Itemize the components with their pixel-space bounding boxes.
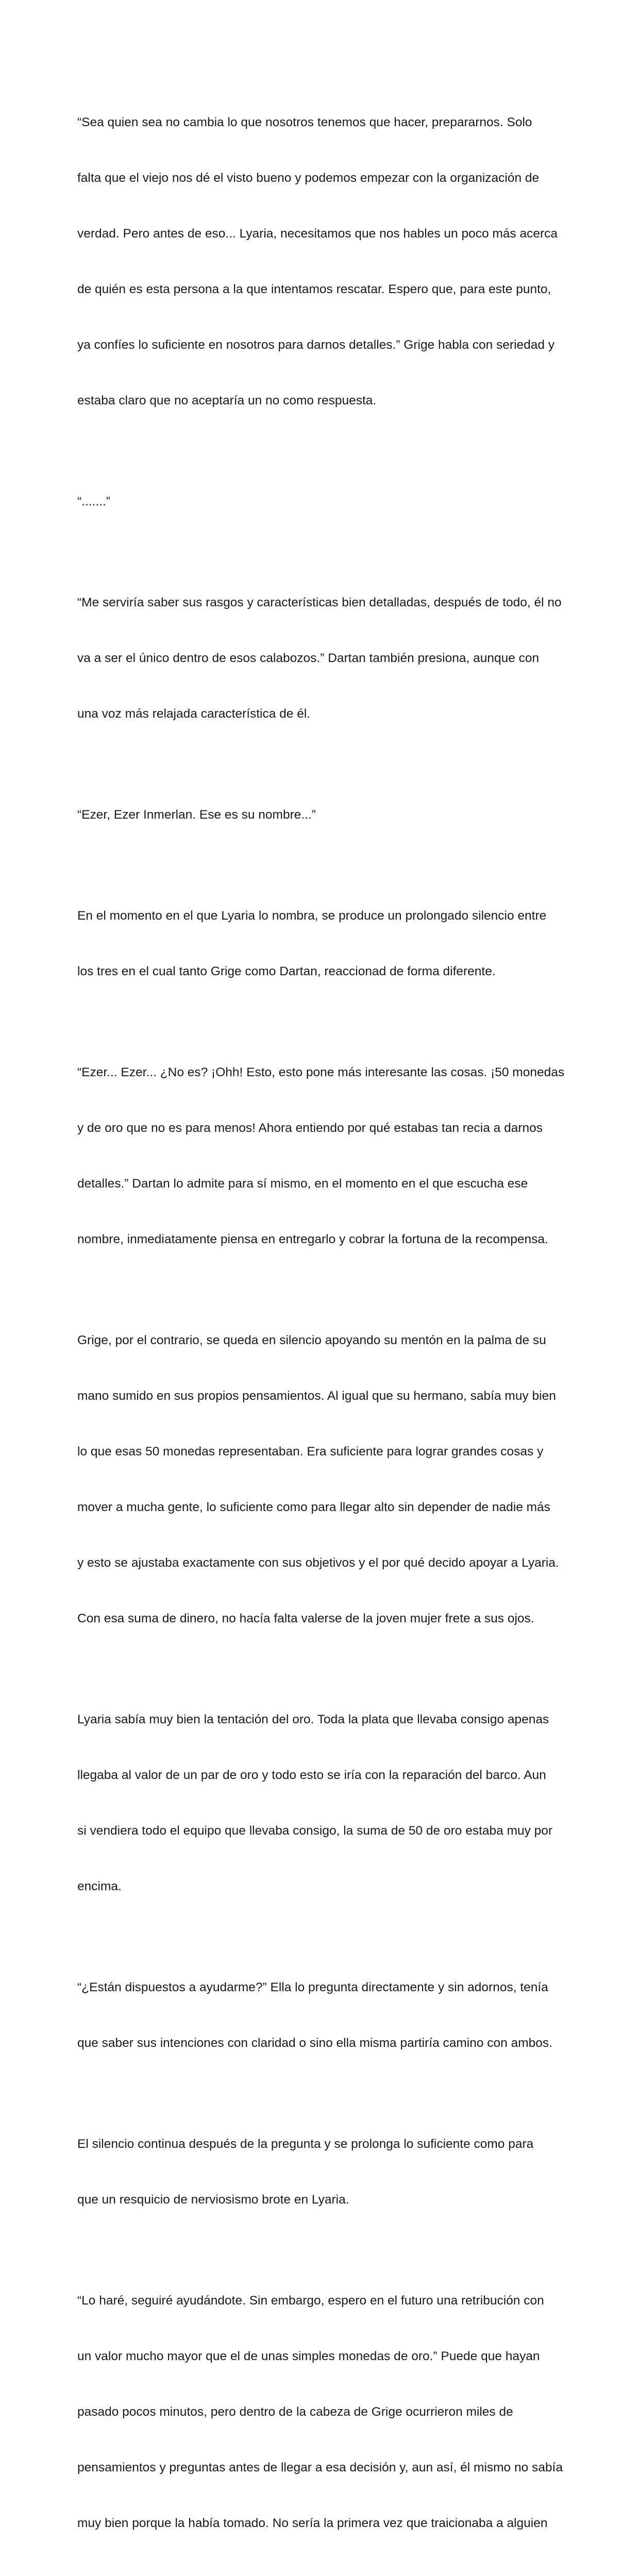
text-line: va a ser el único dentro de esos calabozos.” Dartan también presiona, aunque con — [77, 651, 540, 665]
text-line: lo que esas 50 monedas representaban. Era suficiente para lograr grandes cosas y — [77, 1445, 544, 1459]
paragraph — [77, 870, 562, 1018]
text-line: detalles.” Dartan lo admite para sí mismo, en el momento en el que escucha ese — [77, 1177, 528, 1191]
paragraph — [77, 1941, 562, 2090]
text-line: falta que el viejo nos dé el visto bueno y podemos empezar con la organización de — [77, 171, 540, 185]
text-line: “Me serviría saber sus rasgos y características bien detalladas, después de todo, él no — [77, 596, 562, 609]
text-line: En el momento en el que Lyaria lo nombra, se produce un prolongado silencio entre — [77, 909, 547, 923]
paragraph — [77, 1026, 565, 1286]
text-line: llegaba al valor de un par de oro y todo esto se iría con la reparación del barco. Aun — [77, 1768, 546, 1782]
text-line: “Ezer... Ezer... ¿No es? ¡Ohh! Esto, esto pone más interesante las cosas. ¡50 monedas — [77, 1065, 565, 1079]
text-line: “Lo haré, seguiré ayudándote. Sin embargo, espero en el futuro una retribución con — [77, 2294, 544, 2308]
text-line: Lyaria sabía muy bien la tentación del oro. Toda la plata que llevaba consigo apenas — [77, 1713, 549, 1726]
text-line: de quién es esta persona a la que intentamos rescatar. Espero que, para este punto, — [77, 282, 551, 296]
text-line: un valor mucho mayor que el de unas simples monedas de oro.” Puede que hayan — [77, 2349, 540, 2363]
text-line: pasado pocos minutos, pero dentro de la cabeza de Grige ocurrieron miles de — [77, 2405, 513, 2419]
text-line: pensamientos y preguntas antes de llegar a esa decisión y, aun así, él mismo no sabía — [77, 2461, 563, 2475]
text-line: ya confíes lo suficiente en nosotros para darnos detalles.” Grige habla con seriedad y — [77, 338, 555, 352]
paragraph — [77, 1673, 562, 1933]
text-line: y esto se ajustaba exactamente con sus objetivos y el por qué decido apoyar a Lyaria. — [77, 1556, 559, 1570]
paragraph — [77, 1294, 562, 1665]
text-line: “.......” — [77, 495, 110, 509]
text-line: estaba claro que no aceptaría un no como respuesta. — [77, 394, 377, 408]
text-line: los tres en el cual tanto Grige como Dartan, reaccionad de forma diferente. — [77, 964, 496, 978]
text-line: una voz más relajada característica de él. — [77, 707, 311, 721]
text-line: muy bien porque la había tomado. No sería la primera vez que traicionaba a alguien — [77, 2516, 548, 2530]
document-page — [77, 76, 565, 2576]
text-line: si vendiera todo el equipo que llevaba consigo, la suma de 50 de oro estaba muy por — [77, 1824, 553, 1838]
text-line: que saber sus intenciones con claridad o sino ella misma partiría camino con ambos. — [77, 2036, 552, 2050]
text-line: “Ezer, Ezer Inmerlan. Ese es su nombre...” — [77, 808, 316, 822]
paragraph — [77, 769, 562, 861]
text-line: “Sea quien sea no cambia lo que nosotros tenemos que hacer, prepararnos. Solo — [77, 115, 532, 129]
paragraph — [77, 2098, 562, 2246]
text-line: que un resquicio de nerviosismo brote en Lyaria. — [77, 2193, 349, 2207]
text-line: encima. — [77, 1879, 122, 1893]
paragraph — [77, 76, 562, 447]
text-line: “¿Están dispuestos a ayudarme?” Ella lo pregunta directamente y sin adornos, tenía — [77, 1980, 548, 1994]
text-line: El silencio continua después de la pregunta y se prolonga lo suficiente como para — [77, 2137, 534, 2151]
paragraph — [77, 2255, 562, 2570]
paragraph — [77, 455, 562, 548]
text-line: mano sumido en sus propios pensamientos. Al igual que su hermano, sabía muy bien — [77, 1389, 556, 1403]
text-line: Grige, por el contrario, se queda en silencio apoyando su mentón en la palma de su — [77, 1333, 546, 1347]
text-line: nombre, inmediatamente piensa en entregarlo y cobrar la fortuna de la recompensa. — [77, 1232, 548, 1246]
text-line: y de oro que no es para menos! Ahora entiendo por qué estabas tan recia a darnos — [77, 1121, 543, 1135]
text-line: mover a mucha gente, lo suficiente como para llegar alto sin depender de nadie más — [77, 1500, 550, 1514]
text-line: Con esa suma de dinero, no hacía falta valerse de la joven mujer frete a sus ojos. — [77, 1612, 534, 1625]
paragraph — [77, 556, 562, 760]
text-line: verdad. Pero antes de eso... Lyaria, necesitamos que nos hables un poco más acerca — [77, 227, 558, 241]
